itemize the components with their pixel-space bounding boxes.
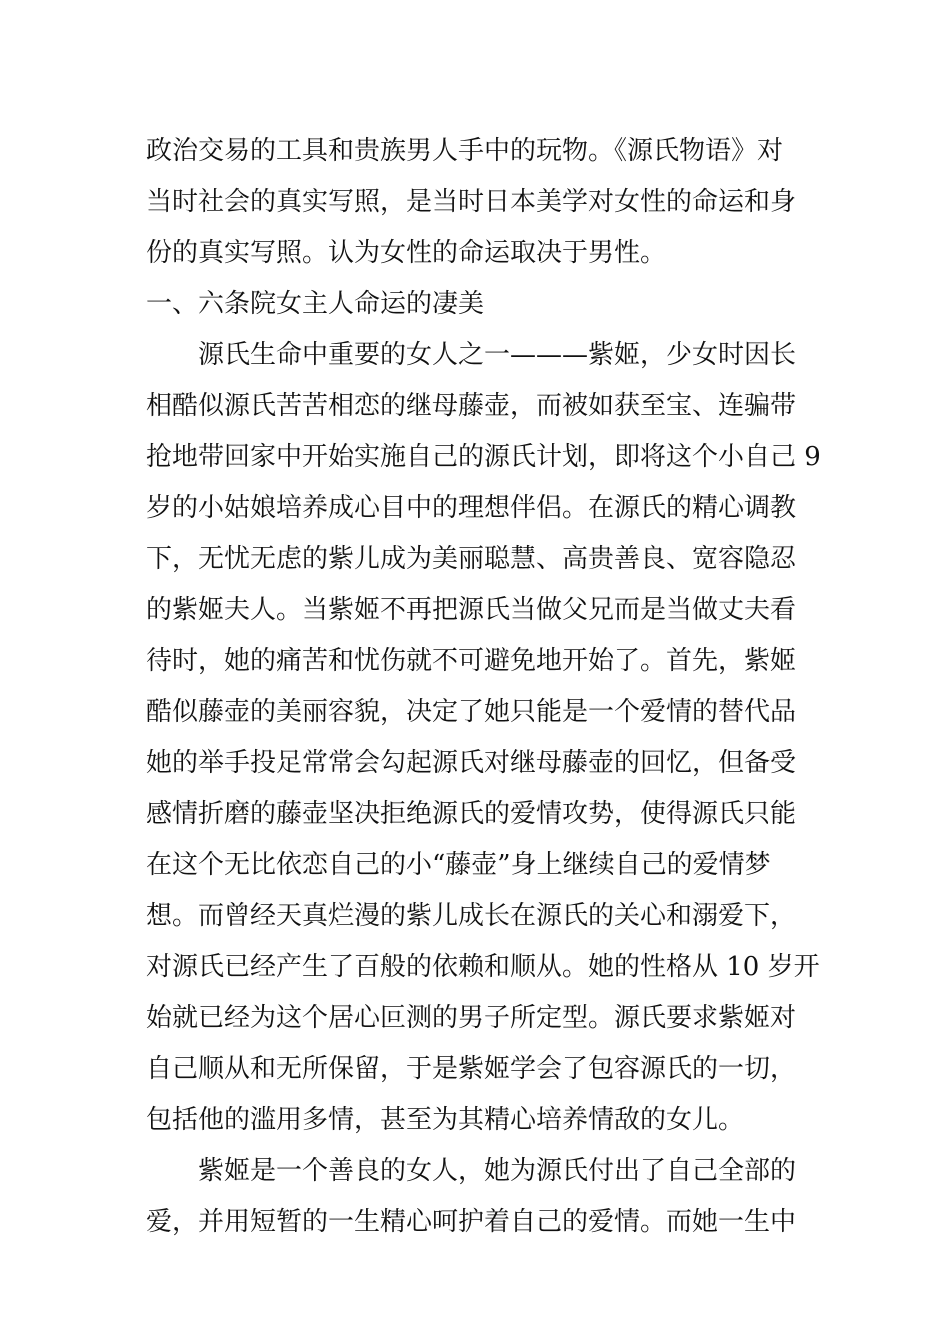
text-line: 份的真实写照。认为女性的命运取决于男性。: [146, 238, 667, 268]
text-line: 始就已经为这个居心叵测的男子所定型。源氏要求紫姬对: [146, 1003, 797, 1033]
text-line: 岁的小姑娘培养成心目中的理想伴侣。在源氏的精心调教: [146, 493, 797, 523]
text-line: 待时，她的痛苦和忧伤就不可避免地开始了。首先，紫姬: [146, 646, 797, 676]
text-line: 在这个无比依恋自己的小“藤壶”身上继续自己的爱情梦: [146, 850, 771, 880]
text-line: 下，无忧无虑的紫儿成为美丽聪慧、高贵善良、宽容隐忍: [146, 544, 797, 574]
text-line: 紫姬是一个善良的女人，她为源氏付出了自己全部的: [198, 1156, 797, 1186]
text-line: 相酷似源氏苦苦相恋的继母藤壶，而被如获至宝、连骗带: [146, 391, 797, 421]
text-line: 包括他的滥用多情，甚至为其精心培养情敌的女儿。: [146, 1105, 745, 1135]
text-line: 酷似藤壶的美丽容貌，决定了她只能是一个爱情的替代品: [146, 697, 797, 727]
text-line: 想。而曾经天真烂漫的紫儿成长在源氏的关心和溺爱下，: [146, 901, 797, 931]
document-body: [146, 126, 821, 1248]
text-line: 对源氏已经产生了百般的依赖和顺从。她的性格从 10 岁开: [146, 952, 820, 982]
text-line: 爱，并用短暂的一生精心呵护着自己的爱情。而她一生中: [146, 1207, 797, 1237]
text-line: 源氏生命中重要的女人之一———紫姬，少女时因长: [198, 340, 797, 370]
text-line: 感情折磨的藤壶坚决拒绝源氏的爱情攻势，使得源氏只能: [146, 799, 797, 829]
text-line: 政治交易的工具和贵族男人手中的玩物。《源氏物语》对: [146, 136, 784, 166]
text-line: 她的举手投足常常会勾起源氏对继母藤壶的回忆，但备受: [146, 748, 797, 778]
text-line: 当时社会的真实写照，是当时日本美学对女性的命运和身: [146, 187, 797, 217]
text-line: 自己顺从和无所保留，于是紫姬学会了包容源氏的一切，: [146, 1054, 797, 1084]
text-line: 的紫姬夫人。当紫姬不再把源氏当做父兄而是当做丈夫看: [146, 595, 797, 625]
section-heading: 一、六条院女主人命运的凄美: [146, 289, 485, 319]
text-line: 抢地带回家中开始实施自己的源氏计划，即将这个小自己 9: [146, 442, 821, 472]
